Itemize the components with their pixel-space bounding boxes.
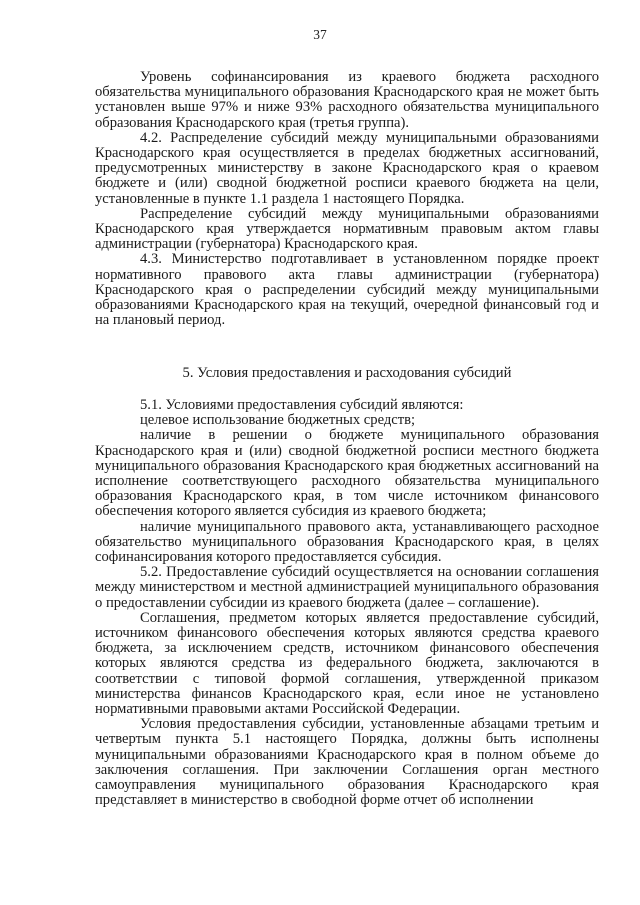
paragraph-5-2: 5.2. Предоставление субсидий осуществляется на основании соглашения между министерством и местной администрацией муниципального образования о предоставлении субсидии из краевого бюджета (далее – соглашение). — [95, 564, 599, 611]
paragraph-4-2: 4.2. Распределение субсидий между муниципальными образованиями Краснодарского края осуществляется в пределах бюджетных ассигнований, предусмотренных министерству в законе Краснодарского края о краевом бюджете и (или) сводной бюджетной росписи краевого бюджета на цели, установленные в пункте 1.1 раздела 1 настоящего Порядка. — [95, 129, 599, 207]
paragraph-target-use: целевое использование бюджетных средств; — [140, 412, 416, 429]
paragraph-5-1: 5.1. Условиями предоставления субсидий являются: — [140, 397, 464, 413]
paragraph-municipal-act: наличие муниципального правового акта, устанавливающего расходное обязательство муниципального образования Краснодарского края, в целях софинансирования которого предоставляется субсидия. — [95, 518, 599, 566]
paragraph-cofinancing-level: Уровень софинансирования из краевого бюджета расходного обязательства муниципального образования Краснодарского края не может быть установлен выше 97% и ниже 93% расходного обязательства муниципального образования Краснодарского края (третья группа). — [95, 69, 599, 131]
section-heading: 5. Условия предоставления и расходования субсидий — [182, 365, 512, 381]
paragraph-distribution-approval: Распределение субсидий между муниципальными образованиями Краснодарского края утверждается нормативным правовым актом главы администрации (губернатора) Краснодарского края. — [95, 205, 599, 253]
text-block-bottom — [95, 398, 599, 808]
paragraph-conditions: Условия предоставления субсидии, установленные абзацами третьим и четвертым пункта 5.1 настоящего Порядка, должны быть исполнены муниципальными образованиями Краснодарского края в полном объеме до заключения соглашения. При заключении Соглашения орган местного самоуправления муниципального образования Краснодарского края представляет в министерство в свободной форме отчет об исполнении — [95, 716, 599, 809]
paragraph-agreements: Соглашения, предметом которых является предоставление субсидий, источником финансового обеспечения которых являются средства краевого бюджета, за исключением средств, источником финансового обеспечения которых являются средства из федерального бюджета, заключаются в соответствии с типовой формой соглашения, утвержденной приказом министерства финансов Краснодарского края, если иное не установлено нормативными правовыми актами Российской Федерации. — [95, 609, 599, 718]
paragraph-budget-decision: наличие в решении о бюджете муниципального образования Краснодарского края и (или) сводной бюджетной росписи местного бюджета муниципального образования Краснодарского края бюджетных ассигнований на исполнение соответствующего расходного обязательства муниципального образования Краснодарского края, в том числе источником финансового обеспечения которого является субсидия из краевого бюджета; — [95, 427, 599, 520]
paragraph-4-3: 4.3. Министерство подготавливает в установленном порядке проект нормативного правового акта главы администрации (губернатора) Краснодарского края о распределении субсидий между муниципальными образованиями Краснодарского края на текущий, очередной финансовый год и на плановый период. — [95, 251, 599, 329]
page-number: 37 — [313, 27, 327, 42]
text-block-top — [95, 70, 599, 328]
